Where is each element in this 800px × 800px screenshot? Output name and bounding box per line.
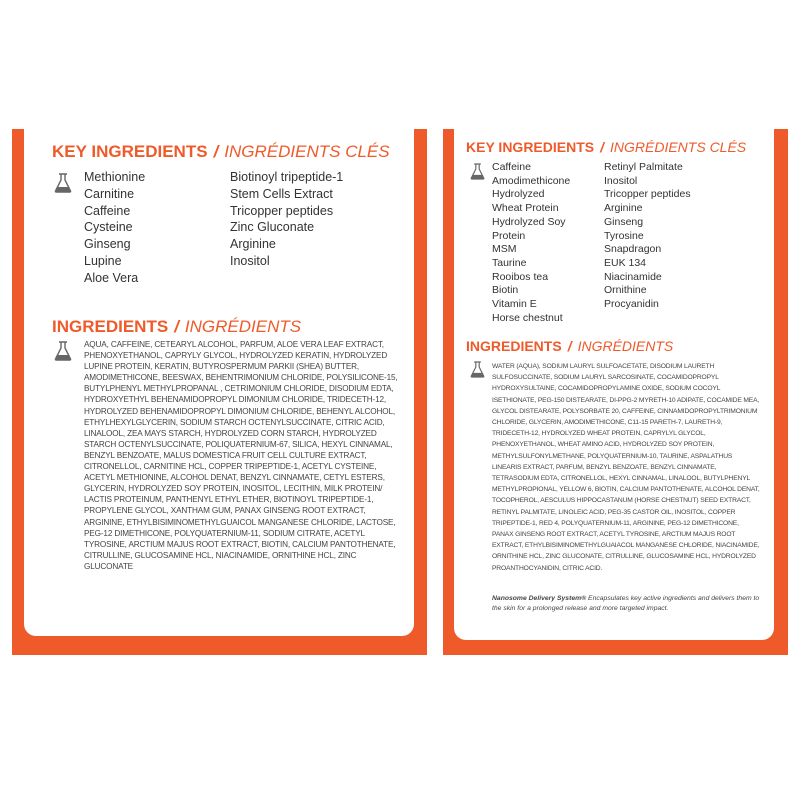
key-ingredient: Tricopper peptides bbox=[230, 203, 334, 218]
key-ingredient: Tricopper peptides bbox=[604, 188, 691, 201]
right-key-ingredients-heading: KEY INGREDIENTS / INGRÉDIENTS CLÉS bbox=[466, 139, 747, 155]
key-ingredient: MSM bbox=[492, 243, 517, 256]
key-ingredient: Hydrolyzed Soy Protein bbox=[492, 215, 566, 242]
right-ingredients-heading: INGREDIENTS / INGRÉDIENTS bbox=[466, 338, 674, 354]
left-full-ingredients-list: AQUA, CAFFEINE, CETEARYL ALCOHOL, PARFUM, ALOE VERA LEAF EXTRACT, PHENOXYETHANOL, CAPRYLY GLYCOL, HYDROLYZED KERATIN, HYDROLYZED LUPINE PROTEIN, KERATIN, BUTYROSPERMUM PARKII (SHEA) BUTTER, AMODIMETHICONE, BEESWAX, BEHENTRIMONIUM CHLORIDE, POLYSILICONE-15, BUTYLPHENYL METHYLPROPANAL , CETRIMONIUM CHLORIDE, DISODIUM EDTA, HYDROXYETHYL BEHENAMIDOPROPYL DIMONIUM CHLORIDE, TRIDECETH-12, HYDROLYZED BEHENAMIDOPROPYL DIMONIUM CHLORIDE, BEHENYL ALCOHOL, ETHYLHEXYLGLYCERIN, SODIUM STARCH OCTENYLSUCCINATE, CITRIC ACID, LINALOOL, ZEA MAYS STARCH, HYDROLYZED CORN STARCH, HYDROLYZED STARCH OCTENYLSUCCINATE, POLIQUATERNIUM-67, SILICA, HEXYL CINNAMAL, BENZYL BENZOATE, MALUS DOMESTICA FRUIT CELL CULTURE EXTRACT, CITRONELLOL, CARNITINE HCL, COPPER TRIPEPTIDE-1, ACETYL CYSTEINE, ACETYL METHIONINE, ALCOHOL DENAT, BENZYL CINNAMATE, CETYL ESTERS, GLYCERIN, HYDROLYZED SOY PROTEIN, INOSITOL, LECITHIN, MILK PROTEIN/ LACTIS PROTEINUM, PANTHENYL ETHYL ETHER, BIOTINOYL TRIPEPTIDE-1, PROPYLENE GLYCOL, XANTHAM GUM, PANAX GINSENG ROOT EXTRACT, ARGININE, ETHYLBISIMINOMETHYLGUAICOL MANGANESE CHLORIDE, LACTOSE, PEG-12 DIMETHICONE, POLYQUATERNIUM-11, SODIUM CITRATE, ACETYL TYROSINE, ARCTIUM MAJUS ROOT EXTRACT, BIOTIN, CALCIUM PANTOTHENATE, CITRULLINE, GLUCOSAMINE HCL, NIACINAMIDE, ORNITHINE HCL, ZINC GLUCONATE bbox=[84, 340, 398, 571]
key-ingredient: Retinyl Palmitate bbox=[604, 161, 683, 173]
key-ingredient: Aloe Vera bbox=[84, 270, 139, 285]
right-key-ingredients-col2 bbox=[604, 161, 691, 312]
key-ingredient: Biotin bbox=[492, 284, 519, 297]
key-ingredient: Tyrosine bbox=[604, 229, 644, 242]
left-ingredients-heading: INGREDIENTS / INGRÉDIENTS bbox=[52, 317, 302, 336]
right-full-ingredients-list: WATER (AQUA), SODIUM LAURYL SULFOACETATE, DISODIUM LAURETH SULFOSUCCINATE, SODIUM LAURYL SARCOSINATE, COCAMIDOPROPYL HYDROXYSULTAINE, COCAMIDOPROPYLAMINE OXIDE, SODIUM COCOYL ISETHIONATE, PEG-150 DISTEARATE, DI-PPG-2 MYRETH-10 ADIPATE, COCAMIDE MEA, GLYCOL DISTEARATE, POLYSORBATE 20, CAFFEINE, CINNAMIDOPROPYLTRIMONIUM CHLORIDE, GLYCERIN, AMODIMETHICONE, C11-15 PARETH-7, LAURETH-9, TRIDECETH-12, HYDROLYZED WHEAT PROTEIN, CAPRYLYL GLYCOL, PHENOXYETHANOL, WHEAT AMINO ACID, HYDROLYZED SOY PROTEIN, METHYLSULFONYLMETHANE, POLYQUATERNIUM-10, TAURINE, ASPALATHUS LINEARIS EXTRACT, PARFUM, BENZYL BENZOATE, BENZYL CINNAMATE, TETRASODIUM EDTA, CITRONELLOL, HEXYL CINNAMAL, LINALOOL, BUTYLPHENYL METHYLPROPIONAL, YELLOW 6, BIOTIN, CALCIUM PANTOTHENATE, ALCOHOL DENAT, TOCOPHEROL, AESCULUS HIPPOCASTANUM (HORSE CHESTNUT) SEED EXTRACT, RETINYL PALMITATE, LINOLEIC ACID, PEG-35 CASTOR OIL, INOSITOL, COPPER TRIPEPTIDE-1, RED 4, POLYQUATERNIUM-11, ARGININE, PEG-12 DIMETHICONE, PANAX GINSENG ROOT EXTRACT, ACETYL TYROSINE, ARCTIUM MAJUS ROOT EXTRACT, ETHYLBISIMINOMETHYLGUAIACOL MANGANESE CHLORIDE, NIACINAMIDE, ORNITHINE HCL, ZINC GLUCONATE, CITRULLINE, GLUCOSAMINE HCL, HYDROLYZED PROANTHOCYANIDIN, CITRIC ACID. bbox=[492, 363, 760, 572]
key-ingredient: Stem Cells Extract bbox=[230, 186, 333, 201]
right-ingredients-card bbox=[454, 129, 774, 640]
key-ingredient: Hydrolyzed Wheat Protein bbox=[492, 188, 559, 215]
key-ingredient: Ginseng bbox=[84, 237, 131, 252]
key-ingredient: Ornithine bbox=[604, 284, 647, 297]
key-ingredient: Caffeine bbox=[84, 203, 131, 218]
right-product-panel bbox=[443, 129, 788, 655]
nanosome-note bbox=[492, 594, 760, 614]
key-ingredient: Niacinamide bbox=[604, 270, 662, 283]
key-ingredient: Biotinoyl tripeptide-1 bbox=[230, 170, 344, 184]
key-ingredient: Zinc Gluconate bbox=[230, 220, 315, 235]
key-ingredient: Procyanidin bbox=[604, 298, 659, 311]
key-ingredient: Taurine bbox=[492, 256, 527, 269]
left-key-ingredients-col1 bbox=[84, 169, 145, 287]
key-ingredient: Lupine bbox=[84, 253, 122, 268]
left-product-panel bbox=[12, 129, 427, 655]
key-ingredient: Horse chestnut bbox=[492, 311, 563, 324]
flask-icon bbox=[470, 163, 485, 180]
key-ingredient: Cysteine bbox=[84, 220, 133, 235]
left-key-ingredients-col2 bbox=[230, 169, 343, 270]
nanosome-title: Nanosome Delivery System® bbox=[492, 595, 587, 602]
key-ingredient: Inositol bbox=[604, 174, 638, 187]
key-ingredient: Arginine bbox=[604, 202, 643, 215]
key-ingredient: Arginine bbox=[230, 237, 276, 252]
key-ingredient: Ginseng bbox=[604, 215, 644, 228]
key-ingredient: Caffeine bbox=[492, 161, 531, 173]
key-ingredient: Methionine bbox=[84, 170, 146, 184]
flask-icon bbox=[54, 341, 72, 361]
flask-icon bbox=[470, 361, 485, 378]
right-key-ingredients-col1 bbox=[492, 161, 596, 325]
key-ingredient: Carnitine bbox=[84, 186, 135, 201]
key-ingredient: Amodimethicone bbox=[492, 174, 571, 187]
left-key-ingredients-heading: KEY INGREDIENTS / INGRÉDIENTS CLÉS bbox=[52, 142, 390, 161]
key-ingredient: Vitamin E bbox=[492, 298, 537, 311]
key-ingredient: Snapdragon bbox=[604, 243, 662, 256]
flask-icon bbox=[54, 173, 72, 193]
key-ingredient: Rooibos tea bbox=[492, 270, 549, 283]
nanosome-description: Encapsulates key active ingredients and delivers them to the skin for a prolonged release and more targeted impact. bbox=[492, 595, 760, 612]
left-ingredients-card bbox=[24, 129, 414, 636]
key-ingredient: EUK 134 bbox=[604, 256, 647, 269]
key-ingredient: Inositol bbox=[230, 253, 270, 268]
